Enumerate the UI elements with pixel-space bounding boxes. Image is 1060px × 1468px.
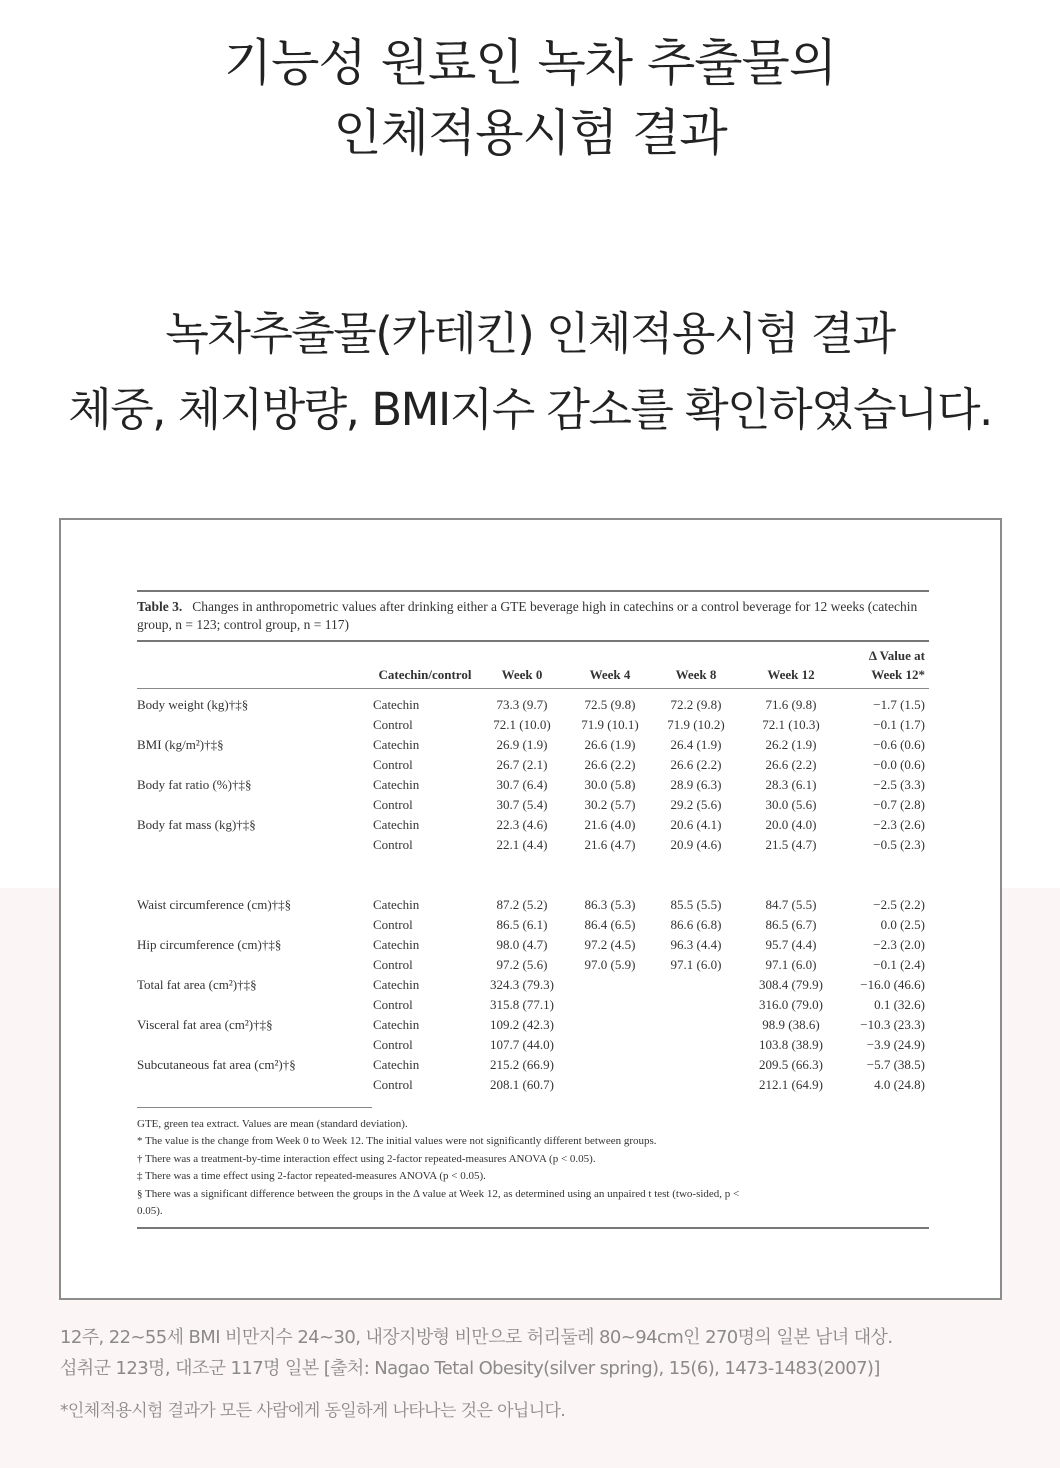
table-row: [137, 795, 929, 815]
table-row: [137, 915, 929, 935]
cell-w8: [653, 1015, 739, 1035]
cell-w4: [567, 1035, 653, 1055]
study-info-line-1: 12주, 22~55세 BMI 비만지수 24~30, 내장지방형 비만으로 허리둘레 80~94cm인 270명의 일본 남녀 대상.: [60, 1327, 893, 1348]
cell-w12: 209.5 (66.3): [759, 1056, 823, 1072]
cell-w12: 21.5 (4.7): [765, 836, 817, 852]
cell-w0: 208.1 (60.7): [490, 1076, 554, 1092]
cell-w0: 26.9 (1.9): [496, 736, 548, 752]
footnote: § There was a significant difference between the groups in the Δ value at Week 12, as determined using an unpaired t test (two-sided, p <: [137, 1187, 740, 1200]
cell-measure: [137, 715, 373, 735]
cell-w4: [567, 1055, 653, 1075]
header-measure: [137, 642, 373, 689]
cell-delta: −0.1 (1.7): [873, 716, 925, 732]
table-footnotes: [137, 1108, 929, 1227]
cell-w4: 26.6 (1.9): [584, 736, 636, 752]
bottom-rule: [137, 1227, 929, 1229]
cell-w8: [653, 1055, 739, 1075]
cell-w0: 26.7 (2.1): [496, 756, 548, 772]
title-line-2: 인체적용시험 결과: [333, 104, 727, 162]
cell-delta: −2.3 (2.0): [873, 936, 925, 952]
cell-group: Catechin: [373, 976, 420, 992]
cell-w4: 30.0 (5.8): [584, 776, 636, 792]
cell-w0: 315.8 (77.1): [490, 996, 554, 1012]
cell-w12: 72.1 (10.3): [762, 716, 820, 732]
table-row: [137, 775, 929, 795]
table-figure-image: [59, 518, 1002, 1300]
table-row: [137, 1055, 929, 1075]
table-row: [137, 715, 929, 735]
cell-group: Control: [373, 1036, 413, 1052]
cell-w4: 97.0 (5.9): [584, 956, 636, 972]
cell-delta: −5.7 (38.5): [866, 1056, 925, 1072]
study-info-line-2: 섭취군 123명, 대조군 117명 일본 [출처: Nagao Tetal Obesity(silver spring), 15(6), 1473-1483(2007)]: [60, 1358, 880, 1379]
cell-measure: [137, 835, 373, 855]
cell-delta: −0.6 (0.6): [873, 736, 925, 752]
cell-w4: 86.4 (6.5): [584, 916, 636, 932]
header-delta: [843, 642, 929, 689]
cell-delta: −2.3 (2.6): [873, 816, 925, 832]
header-week4: Week 4: [589, 667, 631, 682]
cell-w8: [653, 995, 739, 1015]
cell-group: Control: [373, 796, 413, 812]
cell-w12: 71.6 (9.8): [765, 696, 817, 712]
cell-w8: 26.6 (2.2): [670, 756, 722, 772]
cell-w8: 29.2 (5.6): [670, 796, 722, 812]
cell-group: Catechin: [373, 896, 420, 912]
header-week8: Week 8: [675, 667, 717, 682]
cell-measure: Waist circumference (cm)†‡§: [137, 896, 292, 912]
cell-measure: [137, 755, 373, 775]
cell-group: Catechin: [373, 936, 420, 952]
cell-delta: −2.5 (3.3): [873, 776, 925, 792]
cell-w4: 97.2 (4.5): [584, 936, 636, 952]
cell-w0: 109.2 (42.3): [490, 1016, 554, 1032]
cell-w4: 21.6 (4.7): [584, 836, 636, 852]
cell-delta: −1.7 (1.5): [873, 696, 925, 712]
cell-group: Control: [373, 996, 413, 1012]
anthropometric-table: [137, 642, 929, 1095]
cell-measure: [137, 795, 373, 815]
table-row: [137, 935, 929, 955]
title-line-1: 기능성 원료인 녹차 추출물의: [223, 34, 837, 92]
cell-delta: −0.5 (2.3): [873, 836, 925, 852]
cell-w4: 26.6 (2.2): [584, 756, 636, 772]
cell-w12: 316.0 (79.0): [759, 996, 823, 1012]
cell-w12: 20.0 (4.0): [765, 816, 817, 832]
cell-w12: 212.1 (64.9): [759, 1076, 823, 1092]
cell-w0: 324.3 (79.3): [490, 976, 554, 992]
cell-w8: 20.6 (4.1): [670, 816, 722, 832]
summary-line-1: 녹차추출물(카테킨) 인체적용시험 결과: [165, 307, 895, 360]
cell-measure: Visceral fat area (cm²)†‡§: [137, 1016, 273, 1032]
footnote: † There was a treatment-by-time interaction effect using 2-factor repeated-measures ANOVA (p < 0.05).: [137, 1152, 596, 1165]
table-row: [137, 695, 929, 715]
cell-group: Control: [373, 756, 413, 772]
table-label: Table 3.: [137, 599, 183, 614]
cell-delta: −16.0 (46.6): [860, 976, 925, 992]
summary-line-2: 체중, 체지방량, BMI지수 감소를 확인하였습니다.: [68, 383, 992, 436]
cell-w0: 30.7 (6.4): [496, 776, 548, 792]
cell-w4: 71.9 (10.1): [581, 716, 639, 732]
cell-w8: [653, 975, 739, 995]
cell-group: Catechin: [373, 736, 420, 752]
cell-delta: −0.1 (2.4): [873, 956, 925, 972]
cell-w8: [653, 1035, 739, 1055]
cell-w12: 97.1 (6.0): [765, 956, 817, 972]
cell-measure: [137, 1035, 373, 1055]
cell-w4: [567, 975, 653, 995]
cell-w8: [653, 1075, 739, 1095]
cell-delta: −0.0 (0.6): [873, 756, 925, 772]
cell-w8: 86.6 (6.8): [670, 916, 722, 932]
cell-w0: 22.3 (4.6): [496, 816, 548, 832]
header-group: Catechin/control: [378, 667, 472, 682]
cell-measure: [137, 915, 373, 935]
cell-measure: Total fat area (cm²)†‡§: [137, 976, 257, 992]
cell-w8: 72.2 (9.8): [670, 696, 722, 712]
header-delta-line1: Δ Value at: [868, 648, 925, 663]
cell-group: Control: [373, 836, 413, 852]
table-row: [137, 1015, 929, 1035]
cell-w0: 107.7 (44.0): [490, 1036, 554, 1052]
table-caption: [137, 592, 929, 640]
table-row: [137, 815, 929, 835]
cell-delta: 0.1 (32.6): [874, 996, 925, 1012]
table-body: [137, 689, 929, 1095]
disclaimer: *인체적용시험 결과가 모든 사람에게 동일하게 나타나는 것은 아닙니다.: [60, 1401, 566, 1421]
cell-w8: 26.4 (1.9): [670, 736, 722, 752]
cell-w4: 86.3 (5.3): [584, 896, 636, 912]
cell-w4: 21.6 (4.0): [584, 816, 636, 832]
cell-delta: −10.3 (23.3): [860, 1016, 925, 1032]
cell-measure: BMI (kg/m²)†‡§: [137, 736, 224, 752]
cell-w12: 26.6 (2.2): [765, 756, 817, 772]
cell-measure: Body weight (kg)†‡§: [137, 696, 249, 712]
cell-delta: −0.7 (2.8): [873, 796, 925, 812]
table-row: [137, 835, 929, 855]
table-row: [137, 995, 929, 1015]
cell-w12: 26.2 (1.9): [765, 736, 817, 752]
cell-delta: −2.5 (2.2): [873, 896, 925, 912]
cell-w12: 86.5 (6.7): [765, 916, 817, 932]
table-row: [137, 955, 929, 975]
footnote: GTE, green tea extract. Values are mean (standard deviation).: [137, 1117, 408, 1130]
paper-table: [137, 590, 929, 1229]
cell-w4: 72.5 (9.8): [584, 696, 636, 712]
table-row: [137, 735, 929, 755]
footnote: 0.05).: [137, 1205, 163, 1217]
cell-w0: 215.2 (66.9): [490, 1056, 554, 1072]
cell-w4: [567, 1015, 653, 1035]
cell-group: Catechin: [373, 816, 420, 832]
cell-w8: 28.9 (6.3): [670, 776, 722, 792]
cell-group: Catechin: [373, 1056, 420, 1072]
cell-measure: Body fat mass (kg)†‡§: [137, 816, 256, 832]
cell-delta: 4.0 (24.8): [874, 1076, 925, 1092]
table-caption-text: Changes in anthropometric values after drinking either a GTE beverage high in catechins or a control beverage for 12 weeks (catechin group, n = 123; control group, n = 117): [137, 599, 918, 632]
cell-w0: 30.7 (5.4): [496, 796, 548, 812]
cell-measure: [137, 995, 373, 1015]
cell-group: Control: [373, 956, 413, 972]
header-week12: Week 12: [767, 667, 815, 682]
page-title: [0, 28, 1060, 168]
cell-w0: 72.1 (10.0): [493, 716, 551, 732]
cell-group: Control: [373, 1076, 413, 1092]
cell-measure: Hip circumference (cm)†‡§: [137, 936, 282, 952]
cell-w8: 71.9 (10.2): [667, 716, 725, 732]
result-summary: [0, 296, 1060, 448]
cell-w4: [567, 1075, 653, 1095]
cell-w0: 86.5 (6.1): [496, 916, 548, 932]
cell-measure: [137, 955, 373, 975]
cell-w12: 103.8 (38.9): [759, 1036, 823, 1052]
cell-w12: 84.7 (5.5): [765, 896, 817, 912]
cell-measure: Body fat ratio (%)†‡§: [137, 776, 252, 792]
table-row: [137, 755, 929, 775]
row-spacer: [137, 855, 929, 895]
cell-w8: 96.3 (4.4): [670, 936, 722, 952]
cell-w4: 30.2 (5.7): [584, 796, 636, 812]
footnote: * The value is the change from Week 0 to Week 12. The initial values were not significantly different between groups.: [137, 1135, 657, 1147]
cell-w0: 22.1 (4.4): [496, 836, 548, 852]
cell-w12: 98.9 (38.6): [762, 1016, 820, 1032]
cell-group: Catechin: [373, 1016, 420, 1032]
cell-group: Catechin: [373, 776, 420, 792]
cell-w12: 308.4 (79.9): [759, 976, 823, 992]
table-row: [137, 895, 929, 915]
table-row: [137, 1075, 929, 1095]
footnote: ‡ There was a time effect using 2-factor repeated-measures ANOVA (p < 0.05).: [137, 1170, 486, 1182]
cell-delta: 0.0 (2.5): [880, 916, 925, 932]
cell-measure: [137, 1075, 373, 1095]
cell-w0: 73.3 (9.7): [496, 696, 548, 712]
cell-group: Control: [373, 916, 413, 932]
cell-w12: 30.0 (5.6): [765, 796, 817, 812]
cell-measure: Subcutaneous fat area (cm²)†§: [137, 1056, 296, 1072]
cell-w4: [567, 995, 653, 1015]
cell-w8: 20.9 (4.6): [670, 836, 722, 852]
table-header-row: [137, 642, 929, 689]
cell-w0: 87.2 (5.2): [496, 896, 548, 912]
cell-w0: 98.0 (4.7): [496, 936, 548, 952]
cell-w12: 95.7 (4.4): [765, 936, 817, 952]
cell-group: Catechin: [373, 696, 420, 712]
cell-w8: 97.1 (6.0): [670, 956, 722, 972]
table-row: [137, 975, 929, 995]
cell-group: Control: [373, 716, 413, 732]
cell-w12: 28.3 (6.1): [765, 776, 817, 792]
cell-w0: 97.2 (5.6): [496, 956, 548, 972]
header-delta-line2: Week 12*: [871, 667, 925, 682]
study-info: [60, 1322, 1020, 1384]
cell-delta: −3.9 (24.9): [866, 1036, 925, 1052]
header-week0: Week 0: [501, 667, 543, 682]
cell-w8: 85.5 (5.5): [670, 896, 722, 912]
table-row: [137, 1035, 929, 1055]
